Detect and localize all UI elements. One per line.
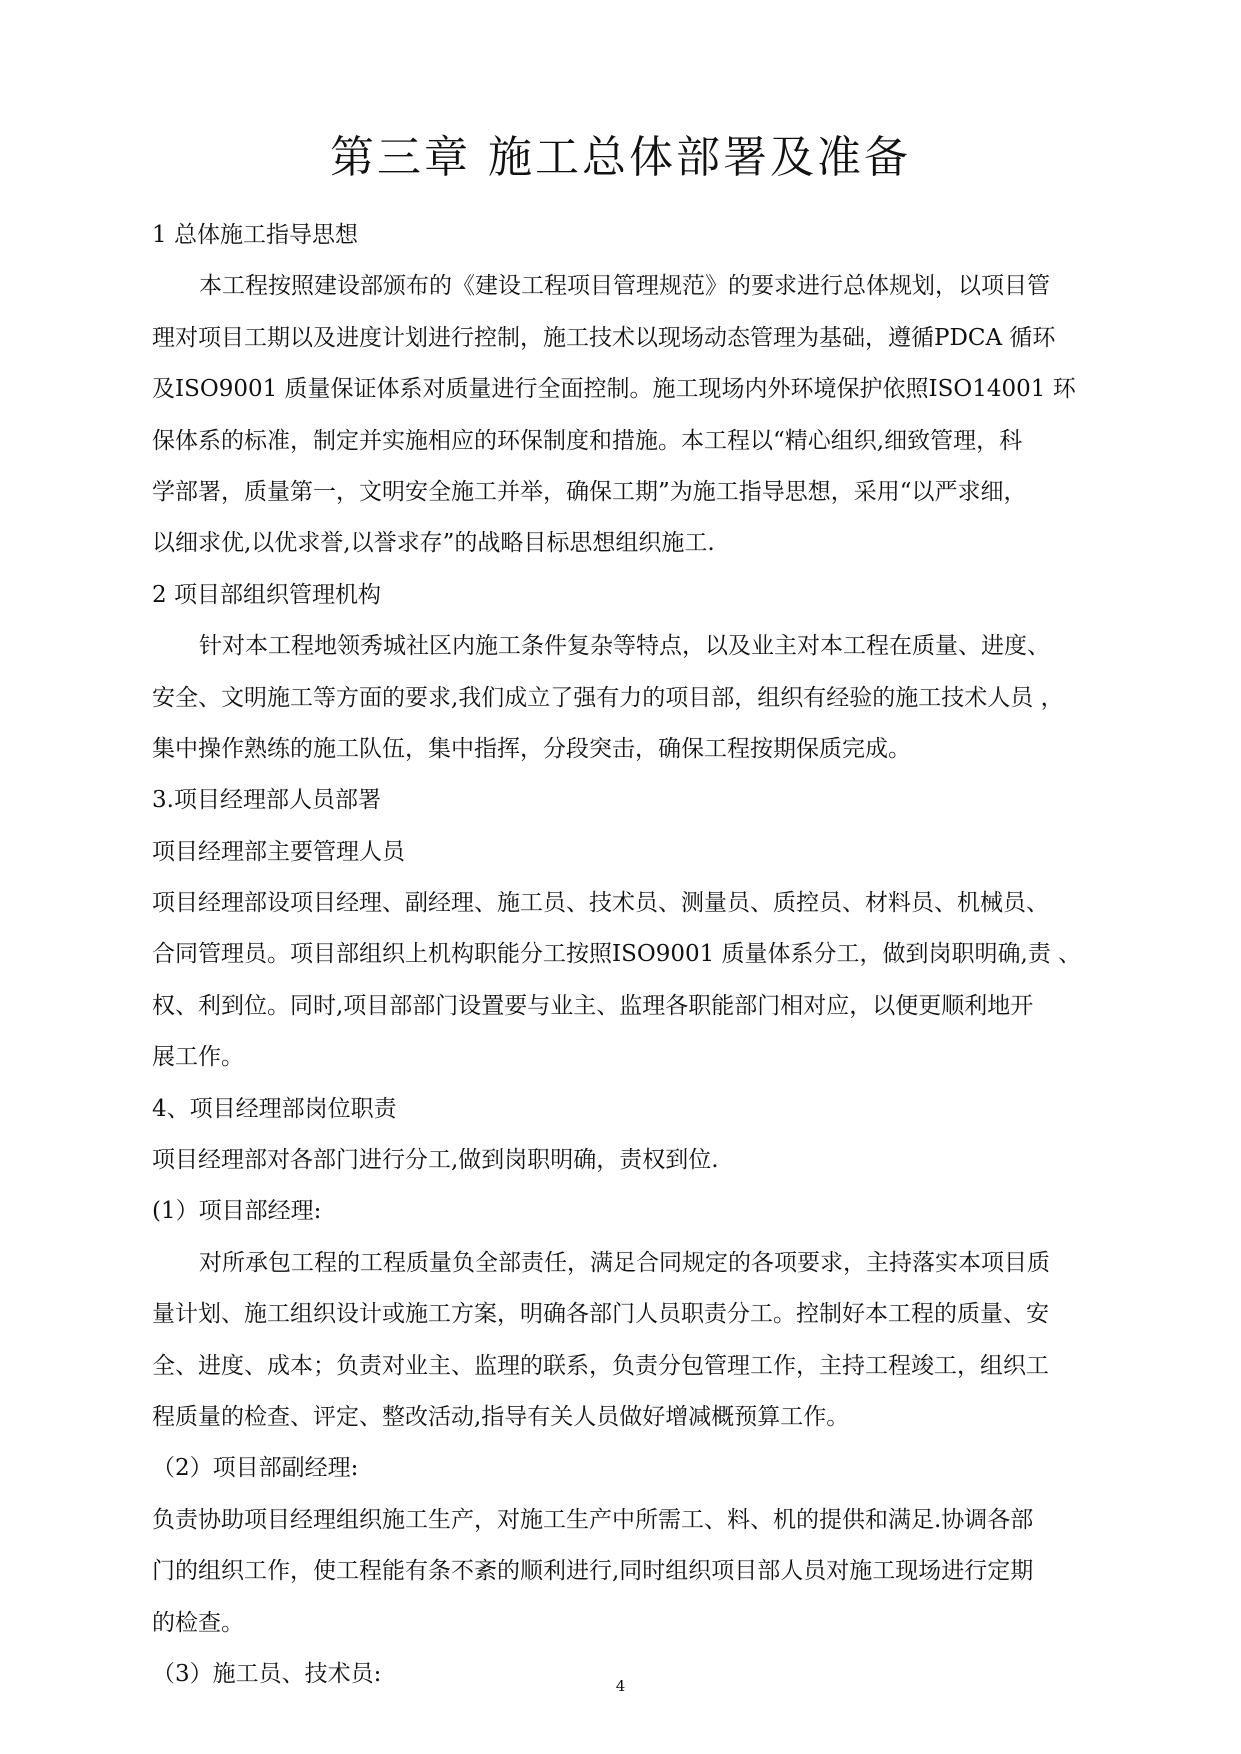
document-body bbox=[152, 210, 1132, 1700]
paragraph-line: 负责协助项目经理组织施工生产，对施工生产中所需工、料、机的提供和满足.协调各部 bbox=[152, 1506, 1034, 1533]
paragraph-line: 全、进度、成本；负责对业主、监理的联系，负责分包管理工作，主持工程竣工，组织工 bbox=[152, 1352, 1049, 1379]
section-heading: 1 总体施工指导思想 bbox=[152, 222, 358, 248]
paragraph-line: 程质量的检查、评定、整改活动,指导有关人员做好增减概预算工作。 bbox=[152, 1403, 850, 1430]
chapter-title: 第三章 施工总体部署及准备 bbox=[330, 132, 911, 183]
paragraph-line: 理对项目工期以及进度计划进行控制，施工技术以现场动态管理为基础，遵循PDCA 循环 bbox=[152, 324, 1056, 351]
paragraph-line: 针对本工程地领秀城社区内施工条件复杂等特点，以及业主对本工程在质量、进度、 bbox=[199, 633, 1050, 660]
paragraph-line: 量计划、施工组织设计或施工方案，明确各部门人员职责分工。控制好本工程的质量、安 bbox=[152, 1301, 1049, 1328]
paragraph-line: 项目经理部设项目经理、副经理、施工员、技术员、测量员、质控员、材料员、机械员、 bbox=[152, 890, 1049, 917]
page-number: 4 bbox=[615, 1677, 626, 1695]
paragraph-line: 及ISO9001 质量保证体系对质量进行全面控制。施工现场内外环境保护依照ISO14001 环 bbox=[152, 376, 1076, 403]
paragraph-line: 集中操作熟练的施工队伍，集中指挥，分段突击，确保工程按期保质完成。 bbox=[152, 735, 911, 762]
paragraph-line: 安全、文明施工等方面的要求,我们成立了强有力的项目部，组织有经验的施工技术人员 ， bbox=[152, 684, 1064, 711]
subheading: (1）项目部经理: bbox=[152, 1198, 322, 1225]
paragraph-line: 展工作。 bbox=[152, 1044, 244, 1071]
paragraph-line: 学部署，质量第一，文明安全施工并举，确保工期”为施工指导思想，采用“以严求细， bbox=[152, 478, 1027, 505]
section-heading: 4、项目经理部岗位职责 bbox=[152, 1095, 397, 1122]
paragraph-line: 以细求优,以优求誉,以誉求存”的战略目标思想组织施工. bbox=[152, 530, 715, 557]
section-heading: 3.项目经理部人员部署 bbox=[152, 787, 381, 814]
paragraph-line: 项目经理部对各部门进行分工,做到岗职明确，责权到位. bbox=[152, 1147, 719, 1174]
subheading: （2）项目部副经理: bbox=[152, 1455, 359, 1482]
paragraph-line: 门的组织工作，使工程能有条不紊的顺利进行,同时组织项目部人员对施工现场进行定期 bbox=[152, 1558, 1034, 1585]
subheading: （3）施工员、技术员: bbox=[152, 1660, 382, 1687]
subheading: 项目经理部主要管理人员 bbox=[152, 838, 405, 865]
paragraph-line: 合同管理员。项目部组织上机构职能分工按照ISO9001 质量体系分工，做到岗职明确,责 、 bbox=[152, 941, 1082, 968]
paragraph-line: 保体系的标准，制定并实施相应的环保制度和措施。本工程以“精心组织,细致管理，科 bbox=[152, 427, 1023, 454]
paragraph-line: 权、利到位。同时,项目部部门设置要与业主、监理各职能部门相对应，以便更顺利地开 bbox=[152, 992, 1034, 1019]
paragraph-line: 本工程按照建设部颁布的《建设工程项目管理规范》的要求进行总体规划，以项目管 bbox=[199, 273, 1050, 300]
section-heading: 2 项目部组织管理机构 bbox=[152, 581, 381, 608]
paragraph-line: 对所承包工程的工程质量负全部责任，满足合同规定的各项要求，主持落实本项目质 bbox=[199, 1249, 1050, 1276]
paragraph-line: 的检查。 bbox=[152, 1609, 244, 1636]
